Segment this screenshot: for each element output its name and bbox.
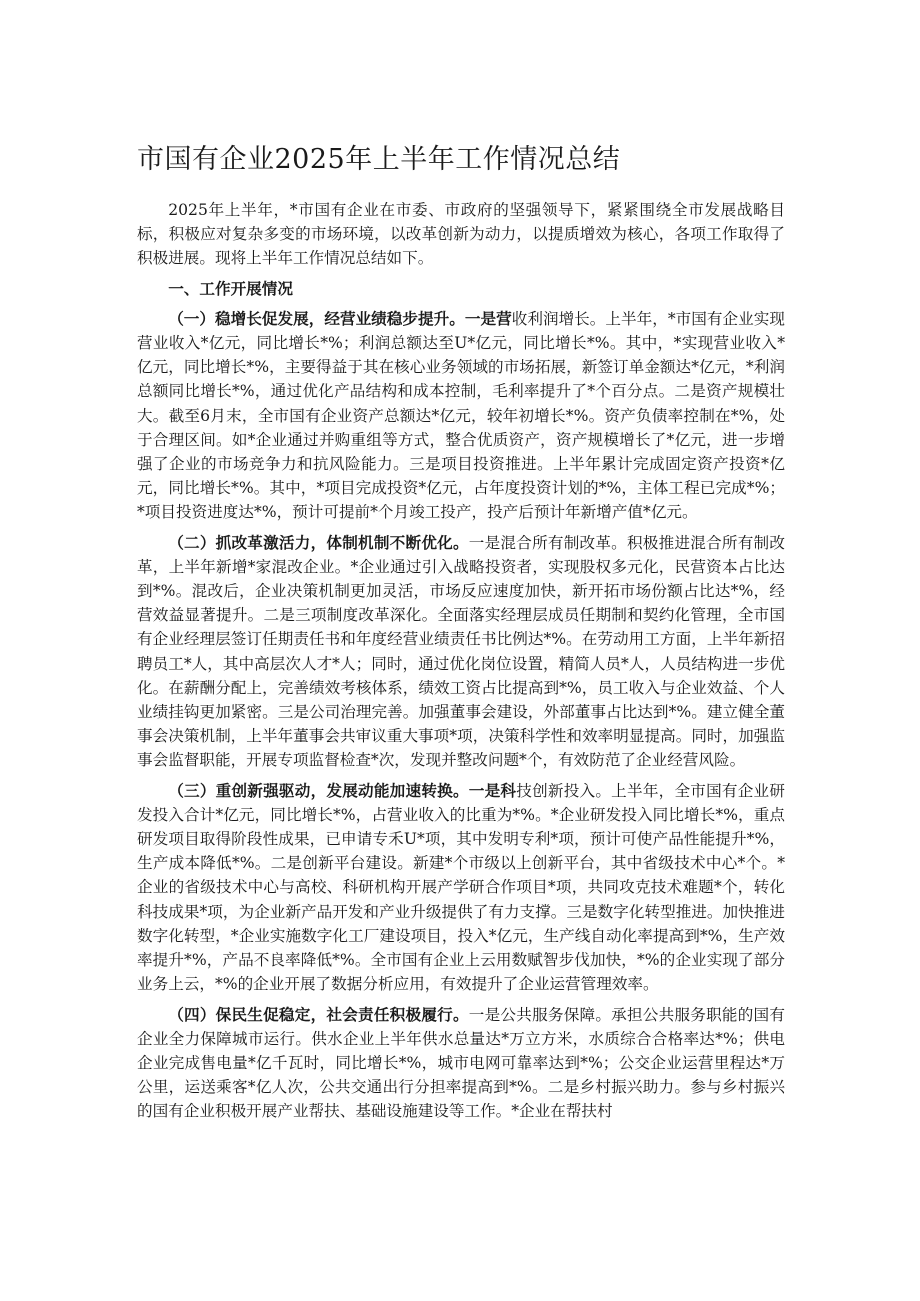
paragraph-3	[137, 779, 785, 997]
paragraph-1-body: 收利润增长。上半年，*市国有企业实现营业收入*亿元，同比增长*%；利润总额达至U*亿元，同比增长*%。其中，*实现营业收入*亿元，同比增长*%，主要得益于其在核心业务领域的市场拓展，新签订单金额达*亿元，*利润总额同比增长*%，通过优化产品结构和成本控制，毛利率提升了*个百分点。二是资产规模壮大。截至6月末，全市国有企业资产总额达*亿元，较年初增长*%。资产负债率控制在*%，处于合理区间。如*企业通过并购重组等方式，整合优质资产，资产规模增长了*亿元，进一步增强了企业的市场竞争力和抗风险能力。三是项目投资推进。上半年累计完成固定资产投资*亿元，同比增长*%。其中，*项目完成投资*亿元，占年度投资计划的*%，主体工程已完成*%；*项目投资进度达*%，预计可提前*个月竣工投产，投产后预计年新增产值*亿元。	[137, 309, 785, 522]
paragraph-2-lead: （二）抓改革激活力，体制机制不断优化。	[168, 532, 469, 552]
intro-paragraph: 2025年上半年，*市国有企业在市委、市政府的坚强领导下，紧紧围绕全市发展战略目标，积极应对复杂多变的市场环境，以改革创新为动力，以提质增效为核心，各项工作取得了积极进展。现将上半年工作情况总结如下。	[137, 201, 785, 268]
paragraph-2	[137, 531, 785, 773]
section-heading-1: 一、工作开展情况	[168, 278, 293, 298]
paragraph-3-lead: （三）重创新强驱动，发展动能加速转换。一是科	[168, 780, 517, 800]
paragraph-4-body: 一是公共服务保障。承担公共服务职能的国有企业全力保障城市运行。供水企业上半年供水总量达*万立方米，水质综合合格率达*%；供电企业完成售电量*亿千瓦时，同比增长*%，城市电网可靠率达到*%；公交企业运营里程达*万公里，运送乘客*亿人次，公共交通出行分担率提高到*%。二是乡村振兴助力。参与乡村振兴的国有企业积极开展产业帮扶、基础设施建设等工作。*企业在帮扶村	[137, 1005, 785, 1121]
paragraph-1	[137, 307, 785, 525]
paragraph-4	[137, 1003, 785, 1124]
document-title: 市国有企业2025年上半年工作情况总结	[137, 144, 621, 175]
paragraph-4-lead: （四）保民生促稳定，社会责任积极履行。	[168, 1004, 469, 1024]
paragraph-1-lead: （一）稳增长促发展，经营业绩稳步提升。一是营	[168, 308, 512, 328]
paragraph-2-body: 一是混合所有制改革。积极推进混合所有制改革，上半年新增*家混改企业。*企业通过引入战略投资者，实现股权多元化，民营资本占比达到*%。混改后，企业决策机制更加灵活，市场反应速度加快，新开拓市场份额占比达*%，经营效益显著提升。二是三项制度改革深化。全面落实经理层成员任期制和契约化管理，全市国有企业经理层签订任期责任书和年度经营业绩责任书比例达*%。在劳动用工方面，上半年新招聘员工*人，其中高层次人才*人；同时，通过优化岗位设置，精简人员*人，人员结构进一步优化。在薪酬分配上，完善绩效考核体系，绩效工资占比提高到*%，员工收入与企业效益、个人业绩挂钩更加紧密。三是公司治理完善。加强董事会建设，外部董事占比达到*%。建立健全董事会决策机制，上半年董事会共审议重大事项*项，决策科学性和效率明显提高。同时，加强监事会监督职能，开展专项监督检查*次，发现并整改问题*个，有效防范了企业经营风险。	[137, 533, 785, 770]
paragraph-3-body: 技创新投入。上半年，全市国有企业研发投入合计*亿元，同比增长*%，占营业收入的比重为*%。*企业研发投入同比增长*%，重点研发项目取得阶段性成果，已申请专禾U*项，其中发明专利*项，预计可使产品性能提升*%，生产成本降低*%。二是创新平台建设。新建*个市级以上创新平台，其中省级技术中心*个。*企业的省级技术中心与高校、科研机构开展产学研合作项目*项，共同攻克技术难题*个，转化科技成果*项，为企业新产品开发和产业升级提供了有力支撑。三是数字化转型推进。加快推进数字化转型，*企业实施数字化工厂建设项目，投入*亿元，生产线自动化率提高到*%，生产效率提升*%，产品不良率降低*%。全市国有企业上云用数赋智步伐加快，*%的企业实现了部分业务上云，*%的企业开展了数据分析应用，有效提升了企业运营管理效率。	[137, 781, 785, 994]
document-page	[137, 140, 785, 1130]
